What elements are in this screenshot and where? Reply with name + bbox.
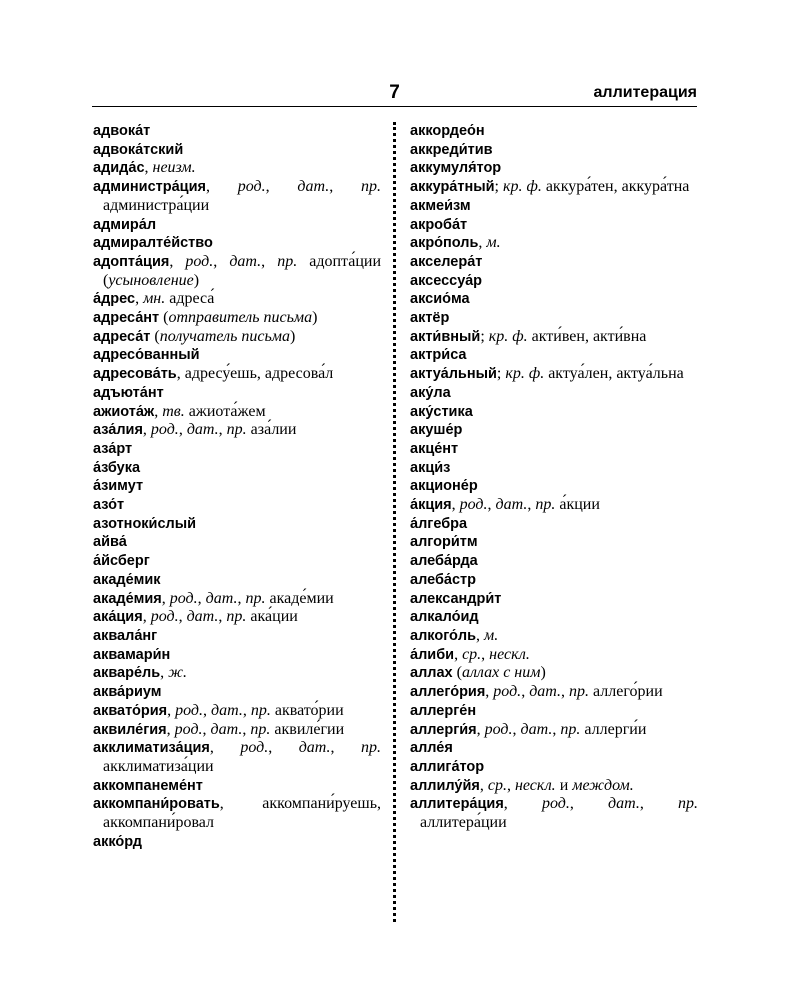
dictionary-entry (410, 477, 698, 496)
dictionary-entry (410, 421, 698, 440)
entry-headword: адреса́нт (93, 310, 160, 327)
entry-headword: аккреди́тив (410, 141, 493, 158)
dictionary-entry (93, 833, 381, 852)
entry-headword: аку́стика (410, 403, 473, 420)
dictionary-entry (93, 178, 381, 215)
entry-headword: акроба́т (410, 216, 468, 233)
entry-headword: а́кция (410, 497, 452, 514)
entry-headword: аллига́тор (410, 758, 485, 775)
dictionary-entry (93, 384, 381, 403)
dictionary-entry (410, 702, 698, 721)
dictionary-entry (410, 571, 698, 590)
entry-grammar-note: ; кр. ф. аккура́тен, аккура́тна (494, 178, 690, 196)
entry-headword: актёр (410, 310, 450, 327)
header-rule (92, 106, 697, 107)
dictionary-entry (410, 721, 698, 740)
entry-headword: акуше́р (410, 422, 463, 439)
entry-headword: акаде́мия (93, 590, 162, 607)
dictionary-entry (410, 216, 698, 235)
dictionary-column-right (410, 122, 698, 833)
dictionary-entry (93, 702, 381, 721)
entry-grammar-note: , род., дат., пр. аллитера́ции (420, 795, 699, 832)
entry-headword: акмеи́зм (410, 197, 471, 214)
entry-grammar-note: , род., дат., пр. ака́ции (142, 608, 298, 626)
dictionary-entry (93, 646, 381, 665)
dictionary-entry (410, 552, 698, 571)
entry-headword: а́збука (93, 459, 141, 476)
entry-headword: а́зимут (93, 478, 144, 495)
entry-grammar-note: , м. (476, 626, 499, 644)
entry-grammar-note: , род., дат., пр. акаде́мии (161, 589, 334, 607)
entry-grammar-note: , род., дат., пр. акклиматиза́ции (103, 739, 382, 775)
entry-headword: а́дрес (93, 291, 136, 308)
entry-grammar-note: , род., дат., пр. аквиле́гии (166, 720, 345, 738)
dictionary-entry (410, 290, 698, 309)
dictionary-entry (93, 515, 381, 534)
entry-grammar-note: ; кр. ф. актуа́лен, актуа́льна (496, 365, 684, 383)
dictionary-entry (93, 683, 381, 702)
entry-headword: аллего́рия (410, 684, 486, 701)
dictionary-entry (410, 533, 698, 552)
dictionary-entry (93, 346, 381, 365)
entry-headword: адопта́ция (93, 253, 170, 270)
entry-headword: айва́ (93, 534, 127, 551)
entry-headword: азотноки́слый (93, 515, 197, 532)
dictionary-entry (93, 328, 381, 347)
dictionary-entry (93, 216, 381, 235)
dictionary-entry (410, 197, 698, 216)
entry-grammar-note: , ср., нескл. (454, 645, 530, 663)
entry-grammar-note: , ср., нескл. и междом. (479, 776, 634, 794)
entry-headword: акклиматиза́ция (93, 740, 210, 757)
entry-headword: акваре́ль (93, 665, 161, 682)
dictionary-entry (93, 477, 381, 496)
entry-headword: аквато́рия (93, 702, 168, 719)
entry-headword: акселера́т (410, 253, 483, 270)
entry-grammar-note: , адресу́ешь, адресова́л (176, 365, 334, 383)
entry-grammar-note: ; кр. ф. акти́вен, акти́вна (480, 327, 647, 345)
dictionary-entry (410, 758, 698, 777)
dictionary-entry (410, 646, 698, 665)
dictionary-entry (93, 496, 381, 515)
entry-headword: аквамари́н (93, 646, 171, 663)
dictionary-entry (410, 515, 698, 534)
dictionary-entry (410, 440, 698, 459)
entry-grammar-note: , род., дат., пр. аза́лии (142, 421, 297, 439)
page-header (92, 82, 697, 104)
entry-grammar-note: , мн. адреса́ (135, 290, 215, 308)
entry-grammar-note: , неизм. (144, 159, 196, 177)
dictionary-entry (410, 403, 698, 422)
dictionary-entry (410, 664, 698, 683)
dictionary-entry (93, 459, 381, 478)
entry-grammar-note: (отправитель письма) (159, 309, 318, 327)
column-divider (393, 122, 396, 922)
entry-headword: адида́с (93, 160, 145, 177)
entry-grammar-note: , тв. ажиота́жем (154, 402, 266, 420)
entry-headword: аллерги́я (410, 721, 477, 738)
entry-headword: а́лгебра (410, 515, 468, 532)
dictionary-entry (93, 627, 381, 646)
dictionary-entry (410, 608, 698, 627)
dictionary-entry (410, 683, 698, 702)
entry-headword: аксио́ма (410, 291, 470, 308)
entry-grammar-note: , аккомпани́руешь, аккомпани́ровал (103, 795, 381, 832)
page-number: 7 (389, 82, 400, 103)
dictionary-entry (410, 253, 698, 272)
dictionary-entry (410, 309, 698, 328)
entry-grammar-note: , род., дат., пр. аллерги́и (476, 720, 647, 738)
dictionary-entry (410, 272, 698, 291)
entry-headword: аква́риум (93, 684, 162, 701)
entry-headword: аллилу́йя (410, 777, 480, 794)
dictionary-entry (93, 309, 381, 328)
entry-grammar-note: (аллах с ним) (452, 664, 546, 682)
entry-headword: аккомпанеме́нт (93, 777, 203, 794)
dictionary-entry (93, 721, 381, 740)
entry-headword: адмиралте́йство (93, 235, 213, 252)
entry-headword: аккордео́н (410, 123, 485, 139)
dictionary-entry (93, 608, 381, 627)
dictionary-entry (93, 571, 381, 590)
entry-headword: александри́т (410, 590, 502, 607)
entry-headword: алгори́тм (410, 534, 478, 551)
entry-headword: адресова́ть (93, 366, 177, 383)
entry-headword: адъюта́нт (93, 384, 164, 401)
entry-headword: актри́са (410, 347, 467, 364)
dictionary-entry (410, 777, 698, 796)
dictionary-entry (93, 590, 381, 609)
entry-headword: алеба́стр (410, 571, 477, 588)
entry-headword: аксессуа́р (410, 272, 482, 289)
entry-headword: аза́лия (93, 422, 143, 439)
dictionary-entry (93, 234, 381, 253)
dictionary-entry (93, 440, 381, 459)
entry-headword: азо́т (93, 497, 125, 514)
entry-headword: алле́я (410, 740, 453, 757)
entry-headword: адмира́л (93, 216, 157, 233)
entry-headword: аккомпани́ровать (93, 796, 220, 813)
dictionary-entry (410, 365, 698, 384)
dictionary-column-left (93, 122, 381, 851)
dictionary-entry (410, 141, 698, 160)
entry-headword: ажиота́ж (93, 403, 155, 420)
dictionary-entry (410, 627, 698, 646)
entry-headword: алеба́рда (410, 553, 478, 570)
entry-headword: аллерге́н (410, 702, 477, 719)
entry-headword: аллитера́ция (410, 796, 504, 813)
entry-headword: аку́ла (410, 384, 451, 401)
dictionary-entry (410, 122, 698, 141)
dictionary-entry (93, 739, 381, 776)
dictionary-entry (93, 795, 381, 832)
dictionary-entry (93, 403, 381, 422)
entry-headword: акко́рд (93, 833, 142, 850)
entry-headword: а́йсберг (93, 553, 150, 570)
dictionary-entry (410, 384, 698, 403)
dictionary-entry (93, 533, 381, 552)
entry-headword: акро́поль (410, 235, 479, 252)
entry-grammar-note: , м. (478, 234, 501, 252)
entry-grammar-note: , род., дат., пр. адопта́ции (усыновление) (103, 252, 382, 289)
entry-headword: адвока́тский (93, 141, 184, 158)
dictionary-entry (410, 590, 698, 609)
entry-headword: аккумуля́тор (410, 160, 502, 177)
entry-headword: акце́нт (410, 440, 459, 457)
entry-grammar-note: , ж. (160, 664, 188, 682)
dictionary-entry (93, 552, 381, 571)
dictionary-entry (93, 253, 381, 290)
dictionary-entry (93, 159, 381, 178)
entry-headword: аккура́тный (410, 179, 495, 196)
dictionary-entry (410, 496, 698, 515)
entry-grammar-note: , род., дат., пр. аквато́рии (167, 701, 344, 719)
dictionary-entry (410, 795, 698, 832)
dictionary-entry (410, 178, 698, 197)
entry-headword: акти́вный (410, 328, 481, 345)
entry-headword: а́либи (410, 646, 455, 663)
dictionary-entry (93, 777, 381, 796)
entry-headword: акаде́мик (93, 571, 161, 588)
entry-headword: администра́ция (93, 179, 206, 196)
entry-headword: адресо́ванный (93, 347, 200, 364)
dictionary-entry (93, 122, 381, 141)
entry-headword: алкало́ид (410, 609, 479, 626)
dictionary-entry (93, 664, 381, 683)
entry-headword: аллах (410, 665, 453, 682)
entry-grammar-note: , род., дат., пр. администра́ции (103, 178, 381, 214)
dictionary-entry (93, 290, 381, 309)
entry-headword: актуа́льный (410, 366, 497, 383)
dictionary-entry (410, 459, 698, 478)
running-head: аллитерация (593, 84, 697, 101)
entry-headword: адреса́т (93, 328, 151, 345)
entry-headword: акционе́р (410, 478, 478, 495)
entry-headword: адвока́т (93, 123, 151, 139)
entry-headword: аза́рт (93, 440, 133, 457)
dictionary-entry (410, 346, 698, 365)
dictionary-entry (93, 141, 381, 160)
entry-headword: акци́з (410, 459, 451, 476)
dictionary-entry (93, 365, 381, 384)
entry-grammar-note: , род., дат., пр. а́кции (451, 496, 600, 514)
dictionary-entry (410, 159, 698, 178)
entry-headword: ака́ция (93, 609, 143, 626)
dictionary-entry (93, 421, 381, 440)
entry-headword: алкого́ль (410, 627, 477, 644)
dictionary-entry (410, 328, 698, 347)
entry-headword: аквала́нг (93, 627, 158, 644)
entry-grammar-note: , род., дат., пр. аллего́рии (485, 683, 663, 701)
dictionary-entry (410, 234, 698, 253)
entry-headword: аквиле́гия (93, 721, 167, 738)
dictionary-entry (410, 739, 698, 758)
entry-grammar-note: (получатель письма) (150, 327, 296, 345)
